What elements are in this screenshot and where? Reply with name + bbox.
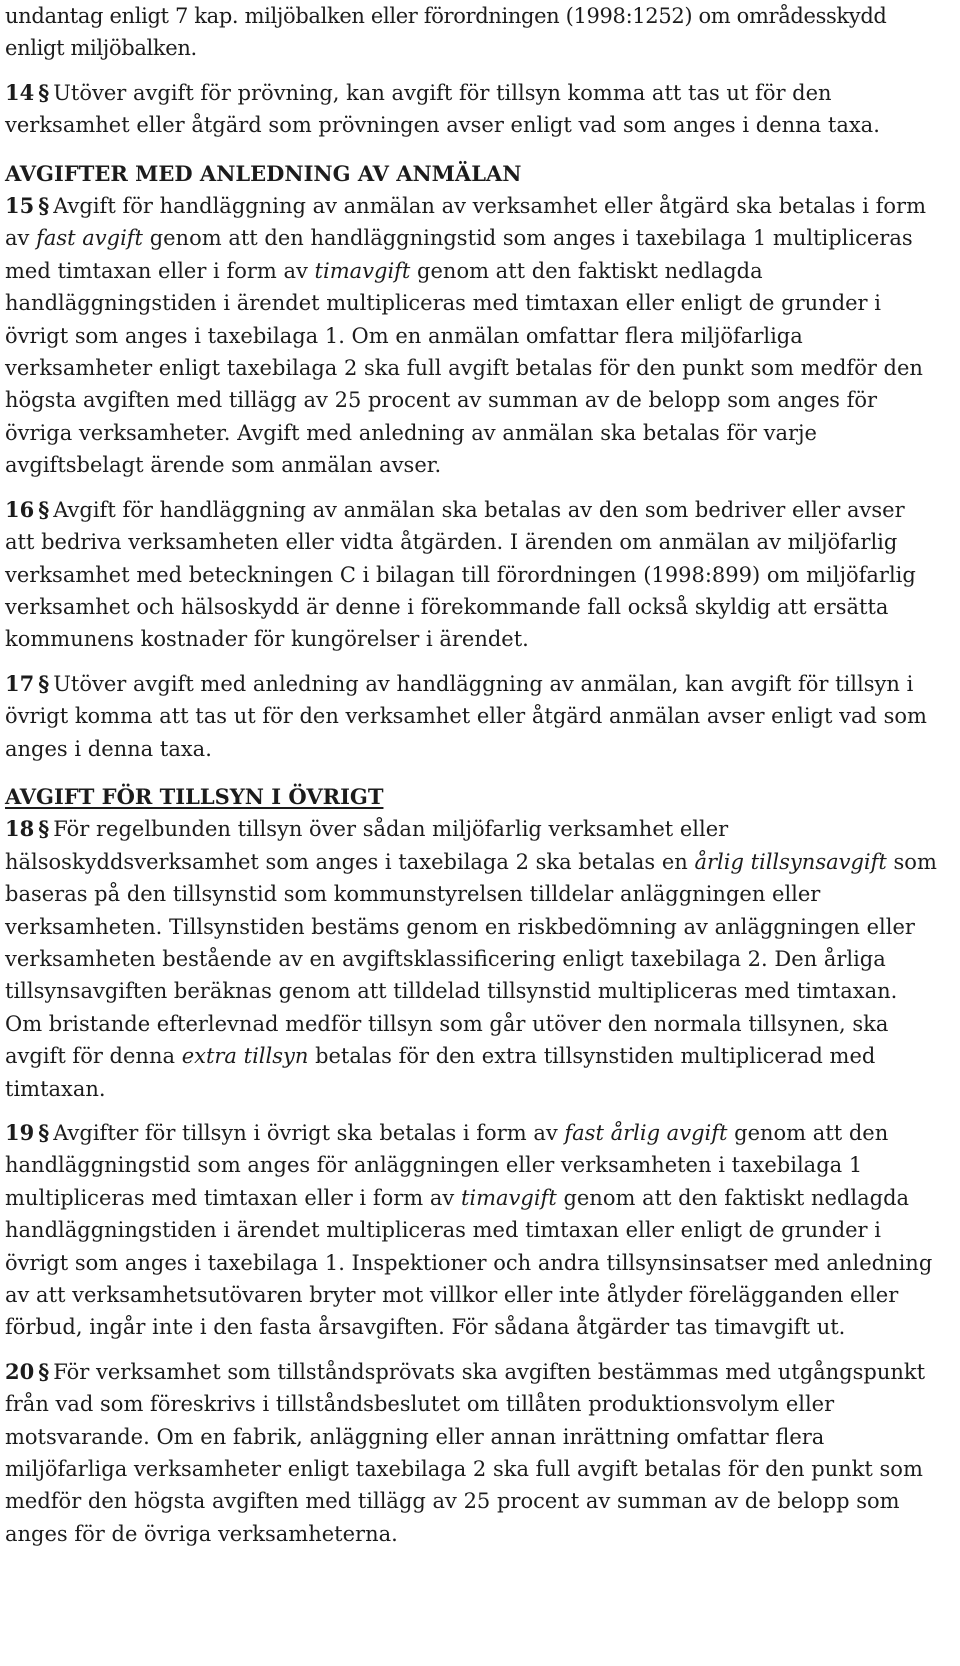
- italic-term: fast årlig avgift: [564, 1121, 728, 1145]
- section-number: 19: [5, 1120, 35, 1145]
- section-symbol-icon: §: [38, 79, 50, 105]
- section-symbol-icon: §: [38, 1120, 50, 1145]
- section-number: 16: [5, 496, 35, 522]
- section-symbol-icon: §: [38, 496, 50, 522]
- section-number: 15: [5, 193, 35, 219]
- section-20: [5, 1356, 940, 1550]
- italic-term: timavgift: [460, 1185, 557, 1210]
- section-number: 18: [5, 816, 35, 842]
- section-text: Avgifter för tillsyn i övrigt ska betalas i form av: [53, 1121, 565, 1145]
- section-text: Avgift för handläggning av anmälan ska betalas av den som bedriver eller avser att bedriva verksamheten eller vidta åtgärden. I ärenden om anmälan av miljöfarlig verksamhet med beteckningen C i bilagan till förordningen (1998:899) om miljöfarlig verksamhet och hälsoskydd är denne i förekommande fall också skyldig att ersätta kommunens kostnader för kungörelser i ärendet.: [5, 497, 916, 652]
- section-text: Avgift för handläggning av anmälan av verksamhet eller åtgärd ska betalas i form av: [5, 194, 927, 251]
- section-number: 14: [5, 79, 35, 105]
- section-text: Utöver avgift med anledning av handläggning av anmälan, kan avgift för tillsyn i övrigt komma att tas ut för den verksamhet eller åtgärd anmälan avser enligt vad som anges i denna taxa.: [5, 671, 927, 761]
- italic-term: extra tillsyn: [181, 1044, 309, 1069]
- section-text: genom att den faktiskt nedlagda handläggningstiden i ärendet multipliceras med timtaxan eller enligt de grunder i övrigt som anges i taxebilaga 1. Om en anmälan omfattar flera miljöfarliga verksamheter enligt taxebilaga 2 ska full avgift betalas för den punkt som medför den högsta avgiften med tillägg av 25 procent av summan av de belopp som anges för övriga verksamheter. Avgift med anledning av anmälan ska betalas för varje avgiftsbelagt ärende som anmälan avser.: [5, 258, 923, 478]
- section-symbol-icon: §: [38, 816, 50, 842]
- section-number: 17: [5, 670, 35, 696]
- heading-tillsyn-ovrigt: AVGIFT FÖR TILLSYN I ÖVRIGT: [5, 783, 384, 809]
- section-text: genom att den handläggningstid som anges i taxebilaga 1 multipliceras med timtaxan eller i form av: [5, 226, 913, 283]
- italic-term: fast avgift: [36, 226, 144, 251]
- section-text: Utöver avgift för prövning, kan avgift för tillsyn komma att tas ut för den verksamhet eller åtgärd som prövningen avser enligt vad som anges i denna taxa.: [5, 80, 880, 138]
- heading-avgifter-anmalan: AVGIFTER MED ANLEDNING AV ANMÄLAN: [5, 160, 522, 186]
- section-symbol-icon: §: [38, 1358, 50, 1384]
- section-16: [5, 494, 940, 656]
- section-symbol-icon: §: [38, 193, 50, 219]
- section-text: betalas för den extra tillsynstiden multiplicerad med timtaxan.: [5, 1044, 876, 1101]
- italic-term: timavgift: [314, 258, 411, 283]
- section-symbol-icon: §: [38, 670, 50, 696]
- italic-term: årlig tillsynsavgift: [694, 849, 887, 874]
- section-text: genom att den handläggningstid som anges för anläggningen eller verksamheten i taxebilaga 1 multipliceras med timtaxan eller i form av: [5, 1121, 889, 1210]
- section-text: För verksamhet som tillståndsprövats ska avgiften bestämmas med utgångspunkt från vad som föreskrivs i tillståndsbeslutet om tillåten produktionsvolym eller motsvarande. Om en fabrik, anläggning eller annan inrättning omfattar flera miljöfarliga verksamheter enligt taxebilaga 2 ska full avgift betalas för den punkt som medför den högsta avgiften med tillägg av 25 procent av summan av de belopp som anges för de övriga verksamheterna.: [5, 1359, 926, 1546]
- document-page: [5, 0, 940, 1550]
- section-14: [5, 77, 940, 142]
- intro-paragraph: [5, 0, 940, 65]
- section-text: genom att den faktiskt nedlagda handläggningstiden i ärendet multipliceras med timtaxan eller enligt de grunder i övrigt som anges i taxebilaga 1. Inspektioner och andra tillsynsinsatser med anledning av att verksamhetsutövaren bryter mot villkor eller inte åtlyder förelägganden eller förbud, ingår inte i den fasta årsavgiften. För sådana åtgärder tas timavgift ut.: [5, 1185, 933, 1340]
- section-text: För regelbunden tillsyn över sådan miljöfarlig verksamhet eller hälsoskyddsverksamhet som anges i taxebilaga 2 ska betalas en: [5, 817, 729, 874]
- section-15: [5, 190, 940, 482]
- section-18: [5, 813, 940, 1105]
- section-19: [5, 1117, 940, 1344]
- section-number: 20: [5, 1358, 35, 1384]
- section-text: som baseras på den tillsynstid som kommunstyrelsen tilldelar anläggningen eller verksamheten. Tillsynstiden bestäms genom en riskbedömning av anläggningen eller verksamheten bestående av en avgiftsklassificering enligt taxebilaga 2. Den årliga tillsynsavgiften beräknas genom att tilldelad tillsynstid multipliceras med timtaxan. Om bristande efterlevnad medför tillsyn som går utöver den normala tillsynen, ska avgift för denna: [5, 849, 937, 1069]
- intro-text: undantag enligt 7 kap. miljöbalken eller förordningen (1998:1252) om områdesskydd enligt miljöbalken.: [5, 4, 887, 61]
- section-17: [5, 668, 940, 765]
